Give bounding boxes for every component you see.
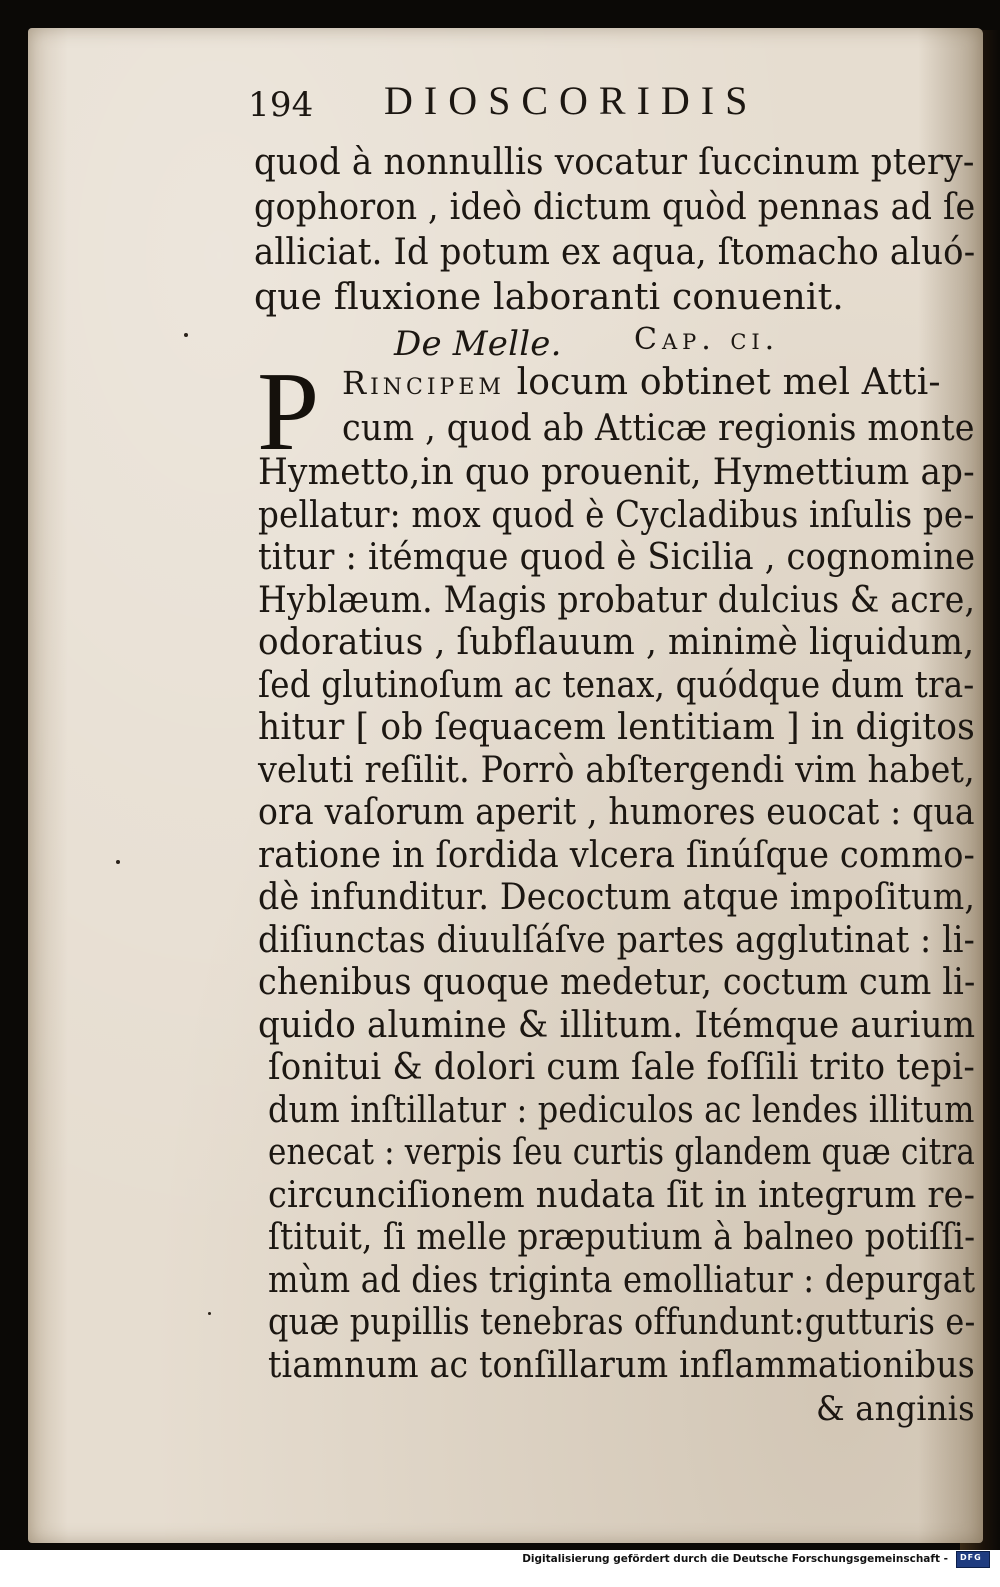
second-text-line: cum , quod ab Atticæ regionis monte xyxy=(342,408,975,449)
text-line: gophoron , ideò dictum quòd pennas ad ſe xyxy=(254,187,976,228)
text-line: mùm ad dies triginta emolliatur : depurgat xyxy=(268,1260,976,1301)
drop-cap: P xyxy=(257,350,320,474)
text-line: tiamnum ac tonſillarum inflammationibus xyxy=(268,1345,976,1386)
text-line: ſonitui & dolori cum ſale foſſili trito tepi- xyxy=(268,1047,976,1088)
text-line: que fluxione laboranti conuenit. xyxy=(254,277,844,318)
text-line: odoratius , ſubflauum , minimè liquidum, xyxy=(258,622,975,663)
catchword: & anginis xyxy=(816,1389,975,1429)
text-line: alliciat. Id potum ex aqua, ſtomacho aluó- xyxy=(254,232,976,273)
first-word: Rincipem xyxy=(342,364,505,402)
text-line: hitur [ ob ſequacem lentitiam ] in digitos xyxy=(258,707,976,748)
text-line: ſtituit, ſi melle præputium à balneo potiſſi- xyxy=(268,1217,976,1258)
ink-speck xyxy=(184,333,188,337)
text-line: pellatur: mox quod è Cycladibus inſulis pe- xyxy=(258,495,975,536)
text-line: Hyblæum. Magis probatur dulcius & acre, xyxy=(258,580,976,621)
dfg-logo-text: DFG xyxy=(960,1553,982,1562)
text-line: quido alumine & illitum. Itémque aurium xyxy=(258,1005,976,1046)
text-line: chenibus quoque medetur, coctum cum li- xyxy=(258,962,976,1003)
chapter-number: Cap. ci. xyxy=(634,322,780,357)
chapter-title: De Melle. xyxy=(394,324,562,364)
dfg-logo xyxy=(956,1551,990,1568)
text-line: quæ pupillis tenebras offundunt:gutturis e- xyxy=(268,1302,976,1343)
text-line: veluti reſilit. Porrò abſtergendi vim habet, xyxy=(258,750,975,791)
text-line: quod à nonnullis vocatur ſuccinum ptery- xyxy=(254,142,975,183)
first-text-line xyxy=(342,362,941,404)
text-line: circunciſionem nudata ſit in integrum re- xyxy=(268,1175,976,1216)
text-line: dè infunditur. Decoctum atque impoſitum, xyxy=(258,877,976,918)
text-line: Hymetto,in quo prouenit, Hymettium ap- xyxy=(258,452,975,493)
text-line: ratione in ſordida vlcera ſinúſque commo- xyxy=(258,835,976,876)
first-line-rest: locum obtinet mel Atti- xyxy=(504,362,941,403)
funding-note: Digitalisierung gefördert durch die Deutsche Forschungsgemeinschaft - xyxy=(522,1553,948,1565)
page-number: 194 xyxy=(248,85,314,125)
text-line: titur : itémque quod è Sicilia , cognomine xyxy=(258,537,976,578)
text-line: enecat : verpis ſeu curtis glandem quæ citra xyxy=(268,1132,976,1173)
text-line: diſiunctas diuulſáſve partes agglutinat : li- xyxy=(258,920,976,961)
text-line: ſed glutinoſum ac tenax, quódque dum tra- xyxy=(258,665,975,706)
ink-speck xyxy=(208,1312,211,1315)
ink-speck xyxy=(116,860,120,864)
running-head: DIOSCORIDIS xyxy=(384,78,759,123)
text-line: ora vaſorum aperit , humores euocat : qua xyxy=(258,792,975,833)
text-line: dum inſtillatur : pediculos ac lendes illitum xyxy=(268,1090,975,1131)
